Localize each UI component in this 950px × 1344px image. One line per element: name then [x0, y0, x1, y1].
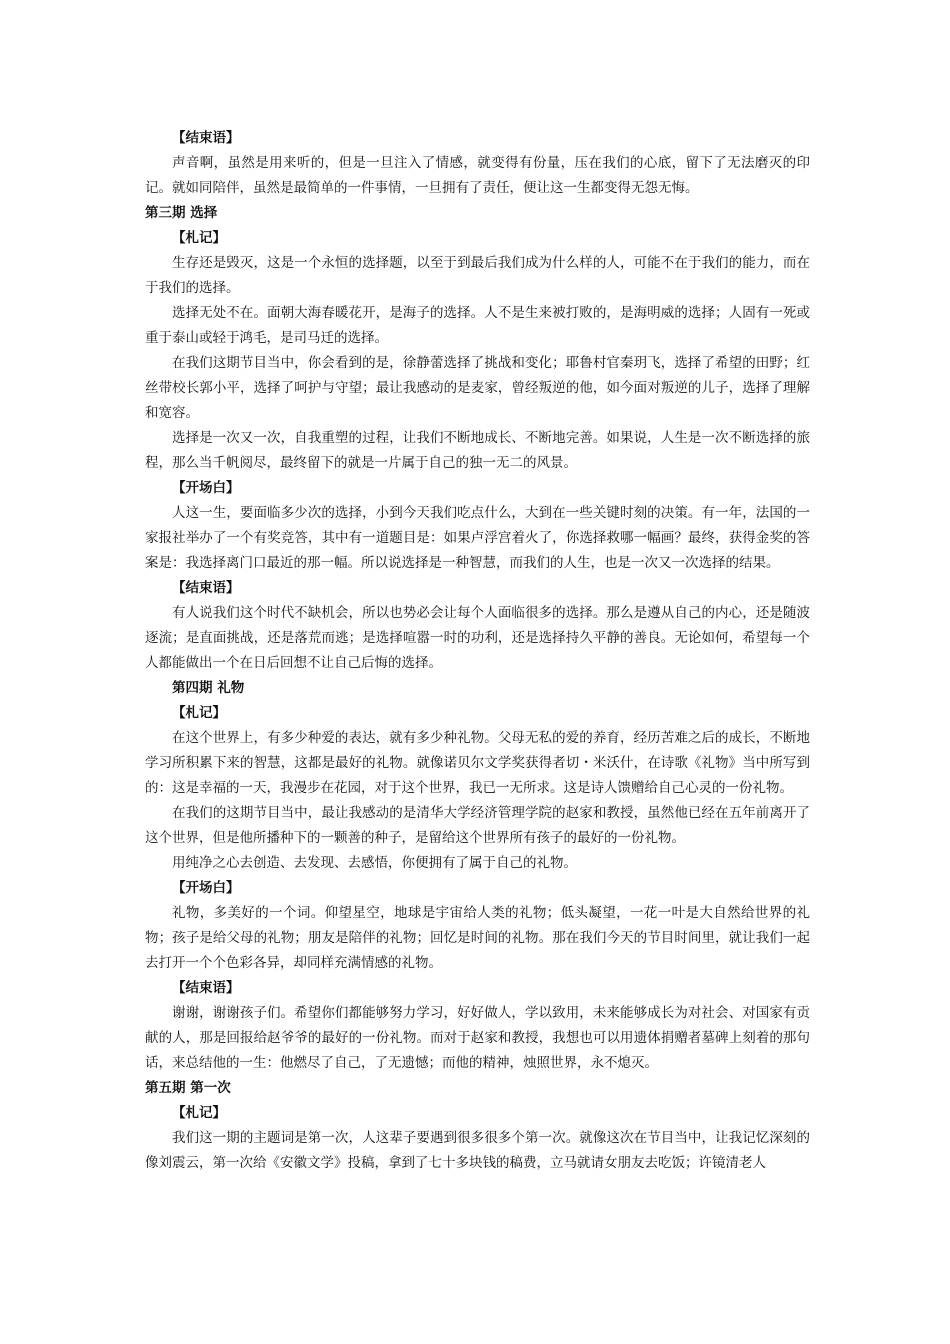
paragraph: 声音啊，虽然是用来听的，但是一旦注入了情感，就变得有份量，压在我们的心底，留下了无法磨灭的印记。就如同陪伴，虽然是最简单的一件事情，一旦拥有了责任，便让这一生都变得无怨无悔。	[145, 155, 810, 196]
episode-title: 第五期 第一次	[145, 1080, 231, 1096]
paragraph: 我们这一期的主题词是第一次，人这辈子要遇到很多很多个第一次。就像这次在节目当中，让我记忆深刻的像刘震云，第一次给《安徽文学》投稿，拿到了七十多块钱的稿费，立马就请女朋友去吃饭；许镜清老人	[145, 1130, 810, 1171]
label-closing: 【结束语】	[172, 580, 240, 596]
paragraph: 选择无处不在。面朝大海春暖花开，是海子的选择。人不是生来被打败的，是海明威的选择；人固有一死或重于泰山或轻于鸿毛，是司马迁的选择。	[145, 305, 810, 346]
paragraph: 有人说我们这个时代不缺机会，所以也势必会让每个人面临很多的选择。那么是遵从自己的内心，还是随波逐流；是直面挑战，还是落荒而逃；是选择喧嚣一时的功利，还是选择持久平静的善良。无论如何，希望每一个人都能做出一个在日后回想不让自己后悔的选择。	[145, 605, 810, 671]
episode-title: 第四期 礼物	[172, 680, 245, 696]
label-notes: 【札记】	[172, 1105, 226, 1121]
paragraph: 生存还是毁灭，这是一个永恒的选择题，以至于到最后我们成为什么样的人，可能不在于我们的能力，而在于我们的选择。	[145, 255, 810, 296]
paragraph: 选择是一次又一次，自我重塑的过程，让我们不断地成长、不断地完善。如果说，人生是一次不断选择的旅程，那么当千帆阅尽，最终留下的就是一片属于自己的独一无二的风景。	[145, 430, 810, 471]
label-notes: 【札记】	[172, 230, 226, 246]
label-notes: 【札记】	[172, 705, 226, 721]
paragraph: 在这个世界上，有多少种爱的表达，就有多少种礼物。父母无私的爱的养育，经历苦难之后的成长，不断地学习所积累下来的智慧，这都是最好的礼物。就像诺贝尔文学奖获得者切・米沃什，在诗歌《礼物》当中所写到的：这是幸福的一天，我漫步在花园，对于这个世界，我已一无所求。这是诗人馈赠给自己心灵的一份礼物。	[145, 730, 810, 796]
paragraph: 在我们这期节目当中，你会看到的是，徐静蕾选择了挑战和变化；耶鲁村官秦玥飞，选择了希望的田野；红丝带校长郭小平，选择了呵护与守望；最让我感动的是麦家，曾经叛逆的他，如今面对叛逆的儿子，选择了理解和宽容。	[145, 355, 810, 421]
paragraph: 人这一生，要面临多少次的选择，小到今天我们吃点什么，大到在一些关键时刻的决策。有一年，法国的一家报社举办了一个有奖竞答，其中有一道题目是：如果卢浮宫着火了，你选择救哪一幅画？最终，获得金奖的答案是：我选择离门口最近的那一幅。所以说选择是一种智慧，而我们的人生，也是一次又一次选择的结果。	[145, 505, 810, 571]
paragraph: 用纯净之心去创造、去发现、去感悟，你便拥有了属于自己的礼物。	[172, 855, 577, 871]
paragraph: 在我们的这期节目当中，最让我感动的是清华大学经济管理学院的赵家和教授，虽然他已经在五年前离开了这个世界，但是他所播种下的一颗善的种子，是留给这个世界所有孩子的最好的一份礼物。	[145, 805, 810, 846]
label-opening: 【开场白】	[172, 480, 240, 496]
label-closing: 【结束语】	[172, 980, 240, 996]
label-closing: 【结束语】	[172, 130, 240, 146]
paragraph: 礼物，多美好的一个词。仰望星空，地球是宇宙给人类的礼物；低头凝望，一花一叶是大自然给世界的礼物；孩子是给父母的礼物；朋友是陪伴的礼物；回忆是时间的礼物。那在我们今天的节目时间里，就让我们一起去打开一个个色彩各异，却同样充满情感的礼物。	[145, 905, 810, 971]
label-opening: 【开场白】	[172, 880, 240, 896]
episode-title: 第三期 选择	[145, 205, 218, 221]
paragraph: 谢谢，谢谢孩子们。希望你们都能够努力学习，好好做人，学以致用，未来能够成长为对社会、对国家有贡献的人，那是回报给赵爷爷的最好的一份礼物。而对于赵家和教授，我想也可以用遗体捐赠者墓碑上刻着的那句话，来总结他的一生：他燃尽了自己，了无遗憾；而他的精神，烛照世界，永不熄灭。	[145, 1005, 810, 1071]
